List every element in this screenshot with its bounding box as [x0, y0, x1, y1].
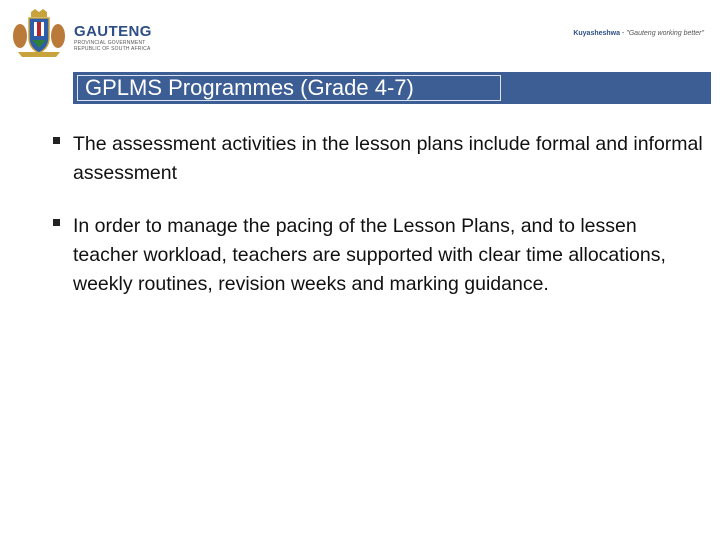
logo-name: GAUTENG	[74, 23, 152, 40]
bullet-item	[53, 212, 703, 299]
logo-line-1: PROVINCIAL GOVERNMENT	[74, 40, 146, 46]
logo-line-2: REPUBLIC OF SOUTH AFRICA	[74, 46, 151, 52]
tagline-motto: "Gauteng working better"	[626, 30, 704, 37]
slide-content	[53, 130, 703, 323]
slide-title: GPLMS Programmes (Grade 4-7)	[85, 75, 414, 100]
tagline-brand: Kuyasheshwa	[573, 30, 621, 37]
title-box-outline	[77, 75, 501, 101]
bullet-item	[53, 130, 703, 188]
coat-of-arms-icon	[10, 8, 68, 58]
tagline-separator: -	[620, 30, 627, 37]
bullet-text: In order to manage the pacing of the Lesson Plans, and to lessen teacher workload, teachers are supported with clear time allocations, weekly routines, revision weeks and marking guidance.	[73, 215, 666, 295]
bullet-square-icon	[53, 219, 60, 226]
tagline	[573, 30, 704, 37]
slide-header	[0, 0, 720, 70]
bullet-square-icon	[53, 137, 60, 144]
bullet-text: The assessment activities in the lesson plans include formal and informal assessment	[73, 133, 703, 184]
gauteng-logo	[74, 24, 152, 52]
